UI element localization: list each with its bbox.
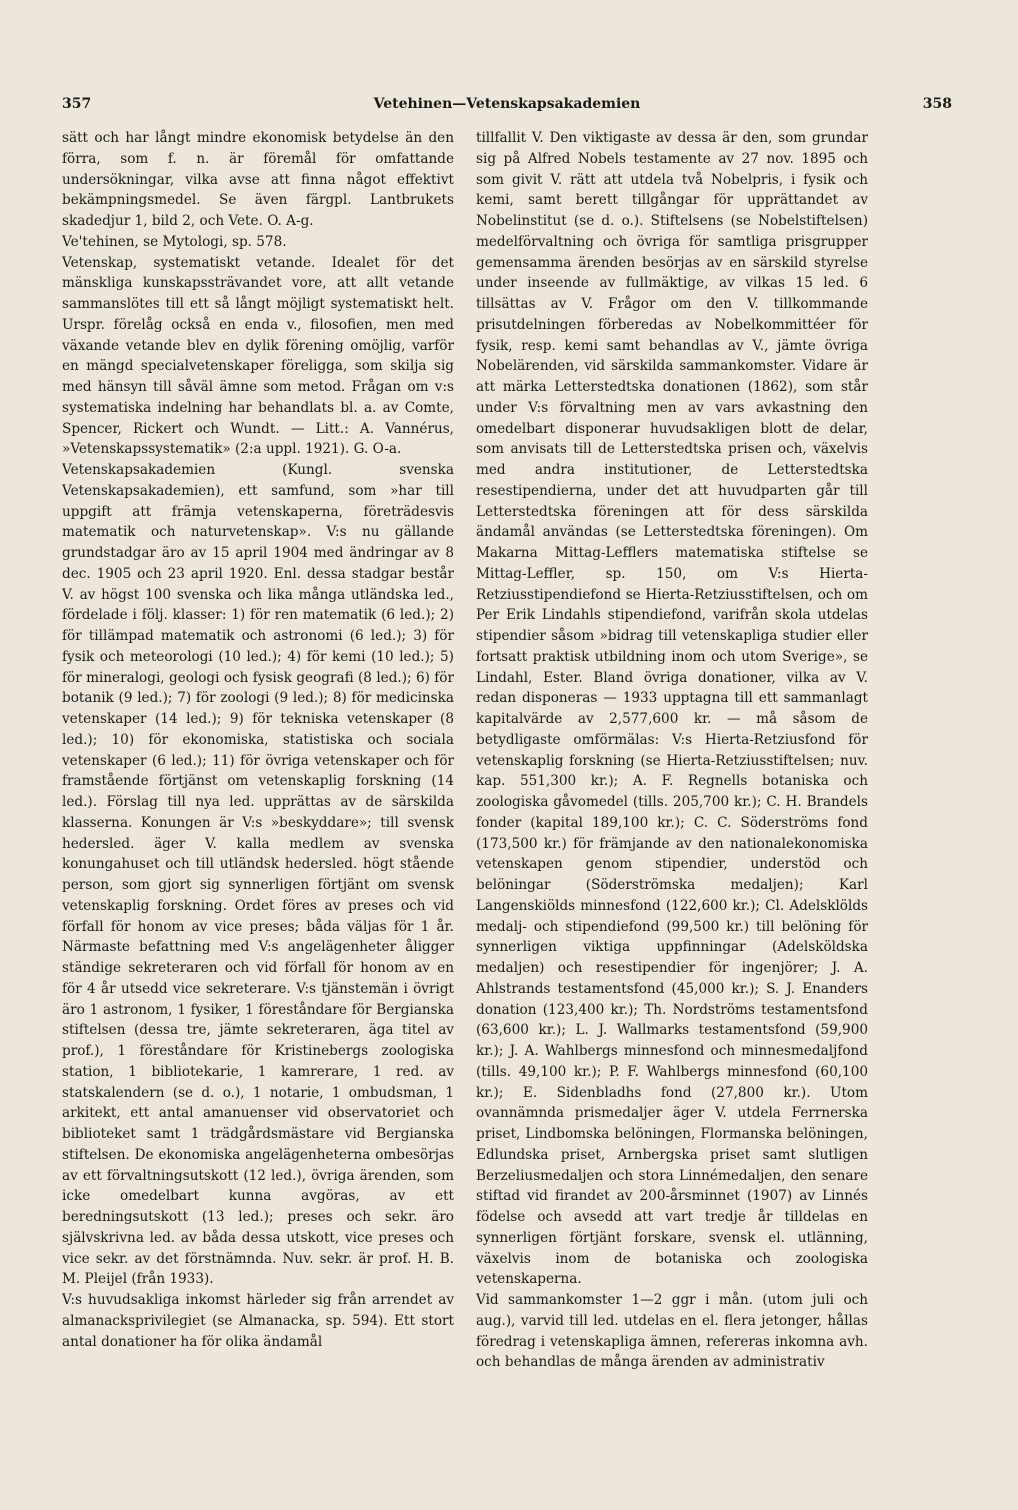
page-number-right: 358 — [922, 96, 952, 112]
paragraph-inkomst: V:s huvudsakliga inkomst härleder sig från arrendet av almanacksprivilegiet (se Almanacka, sp. 594). Ett stort antal donationer ha för olika ändamål — [62, 1292, 454, 1350]
left-column — [62, 128, 454, 1478]
right-column — [476, 128, 868, 1478]
entry-vetenskapsakademien: Vetenskapsakademien (Kungl. svenska Vetenskapsakademien), ett samfund, som »har till uppgift att främja vetenskaperna, företrädesvis matematik och naturvetenskap». V:s nu gällande grundstadgar äro av 15 april 1904 med ändringar av 8 dec. 1905 och 23 april 1920. Enl. dessa stadgar består V. av högst 100 svenska och lika många utländska led., fördelade i följ. klasser: 1) för ren matematik (6 led.); 2) för tillämpad matematik och astronomi (6 led.); 3) för fysik och meteorologi (10 led.); 4) för kemi (10 led.); 5) för mineralogi, geologi och fysisk geografi (8 led.); 6) för botanik (9 led.); 7) för zoologi (9 led.); 8) för medicinska vetenskaper (14 led.); 9) för tekniska vetenskaper (8 led.); 10) för ekonomiska, statistiska och sociala vetenskaper (6 led.); 11) för övriga vetenskaper och för framstående förtjänst om vetenskaplig forskning (14 led.). Förslag till nya led. upprättas av de särskilda klasserna. Konungen är V:s »beskyddare»; till svensk hedersled. äger V. kalla medlem av svenska konungahuset och till utländsk hedersled. högt stående person, som gjort sig synnerligen förtjänt om svensk vetenskaplig forskning. Ordet föres av preses och vid förfall för honom av vice preses; båda väljas för 1 år. Närmaste befattning med V:s angelägenheter åligger ständige sekreteraren och vid förfall för honom av en för 4 år utsedd vice sekreterare. V:s tjänstemän i övrigt äro 1 astronom, 1 fysiker, 1 föreståndare för Bergianska stiftelsen (dessa tre, jämte sekreteraren, äga titel av prof.), 1 föreståndare för Kristinebergs zoologiska station, 1 bibliotekarie, 1 kamrerare, 1 red. av statskalendern (se d. o.), 1 notarie, 1 ombudsman, 1 arkitekt, ett antal amanuenser vid observatoriet och biblioteket samt 1 trädgårdsmästare vid Bergianska stiftelsen. De ekonomiska angelägenheterna ombesörjas av ett förvaltningsutskott (12 led.), övriga ärenden, som icke omedelbart kunna avgöras, av ett beredningsutskott (13 led.); preses och sekr. äro självskrivna led. av båda dessa utskott, vice preses och vice sekr. av det förstnämnda. Nuv. sekr. är prof. H. B. M. Pleijel (från 1933). — [62, 462, 454, 1288]
paragraph-sammankomster: Vid sammankomster 1—2 ggr i mån. (utom juli och aug.), varvid till led. utdelas en el. flera jetonger, hållas föredrag i vetenskapliga ämnen, refereras inkomna avh. och behandlas de många ärenden av administrativ — [476, 1292, 868, 1371]
entry-vetehinen: Ve'tehinen, se Mytologi, sp. 578. — [62, 233, 287, 250]
page-header — [62, 96, 952, 118]
entry-vetenskap: Vetenskap, systematiskt vetande. Idealet för det mänskliga kunskapssträvandet vore, att allt vetande sammanslötes till ett så långt möjligt systematiskt helt. Urspr. förelåg också en enda v., filosofien, men med växande vetande blev en dylik förening omöjlig, varför en mängd specialvetenskaper föreligga, som skilja sig med hänsyn till såväl ämne som metod. Frågan om v:s systematiska indelning har behandlats bl. a. av Comte, Spencer, Rickert och Wundt. — Litt.: A. Vannérus, »Vetenskapssystematik» (2:a uppl. 1921). G. O-a. — [62, 254, 454, 458]
running-title: Vetehinen—Vetenskapsakademien — [373, 96, 641, 112]
paragraph-donationer: tillfallit V. Den viktigaste av dessa är den, som grundar sig på Alfred Nobels testamente av 27 nov. 1895 och som givit V. rätt att utdela två Nobelpris, i fysik och kemi, samt berett tillgångar för upprättandet av Nobelinstitut (se d. o.). Stiftelsens (se Nobelstiftelsen) medelförvaltning och övriga för samtliga prisgrupper gemensamma ärenden besörjas av en särskild styrelse under inseende av fullmäktige, av vilkas 15 led. 6 tillsättas av V. Frågor om den V. tillkommande prisutdelningen förberedas av Nobelkommittéer för fysik, resp. kemi samt behandlas av V., jämte övriga Nobelärenden, vid särskilda sammankomster. Vidare är att märka Letterstedtska donationen (1862), som står under V:s förvaltning men av vars avkastning den omedelbart disponerar huvudsakligen blott de delar, som anvisats till de Letterstedtska prisen och, växelvis med andra institutioner, de Letterstedtska resestipendierna, under det att huvudparten går till Letterstedtska föreningen att för dess särskilda ändamål användas (se Letterstedtska föreningen). Om Makarna Mittag-Lefflers matematiska stiftelse se Mittag-Leffler, sp. 150, om V:s Hierta-Retziusstipendiefond se Hierta-Retziusstiftelsen, och om Per Erik Lindahls stipendiefond, varifrån skola utdelas stipendier såsom »bidrag till vetenskapliga studier eller fortsatt praktisk utbildning inom och utom Sverige», se Lindahl, Ester. Bland övriga donationer, vilka av V. redan disponeras — 1933 upptagna till ett sammanlagt kapitalvärde av 2,577,600 kr. — må såsom de betydligaste omförmälas: V:s Hierta-Retziusfond för vetenskaplig forskning (se Hierta-Retziusstiftelsen; nuv. kap. 551,300 kr.); A. F. Regnells botaniska och zoologiska gåvomedel (tills. 205,700 kr.); C. H. Brandels fonder (kapital 189,100 kr.); C. C. Söderströms fond (173,500 kr.) för främjande av den nationalekonomiska vetenskapen genom stipendier, understöd och belöningar (Söderströmska medaljen); Karl Langenskiölds minnesfond (122,600 kr.); Cl. Adelsklölds medalj- och stipendiefond (99,500 kr.) till belöning för synnerligen viktiga uppfinningar (Adelsköldska medaljen) och resestipendier för ingenjörer; J. A. Ahlstrands testamentsfond (45,000 kr.); S. J. Enanders donation (123,400 kr.); Th. Nordströms testamentsfond (63,600 kr.); L. J. Wallmarks testamentsfond (59,900 kr.); J. A. Wahlbergs minnesfond och minnesmedaljfond (tills. 49,100 kr.); P. F. Wahlbergs minnesfond (60,100 kr.); E. Sidenbladhs fond (27,800 kr.). Utom ovannämnda prismedaljer äger V. utdela Ferrnerska priset, Lindbomska belöningen, Flormanska belöningen, Edlundska priset, Arnbergska priset samt slutligen Berzeliusmedaljen och stora Linnémedaljen, den senare stiftad vid firandet av 200-årsminnet (1907) av Linnés födelse och avsedd att vart tredje år tilldelas en synnerligen förtjänt forskare, svensk el. utlänning, växelvis inom de botaniska och zoologiska vetenskaperna. — [476, 130, 868, 1288]
paragraph-vete-end: sätt och har långt mindre ekonomisk betydelse än den förra, som f. n. är föremål för omfattande undersökningar, vilka avse att finna något effektivt bekämpningsmedel. Se även färgpl. Lantbrukets skadedjur 1, bild 2, och Vete. O. A-g. — [62, 130, 454, 229]
page-number-left: 357 — [62, 96, 92, 112]
